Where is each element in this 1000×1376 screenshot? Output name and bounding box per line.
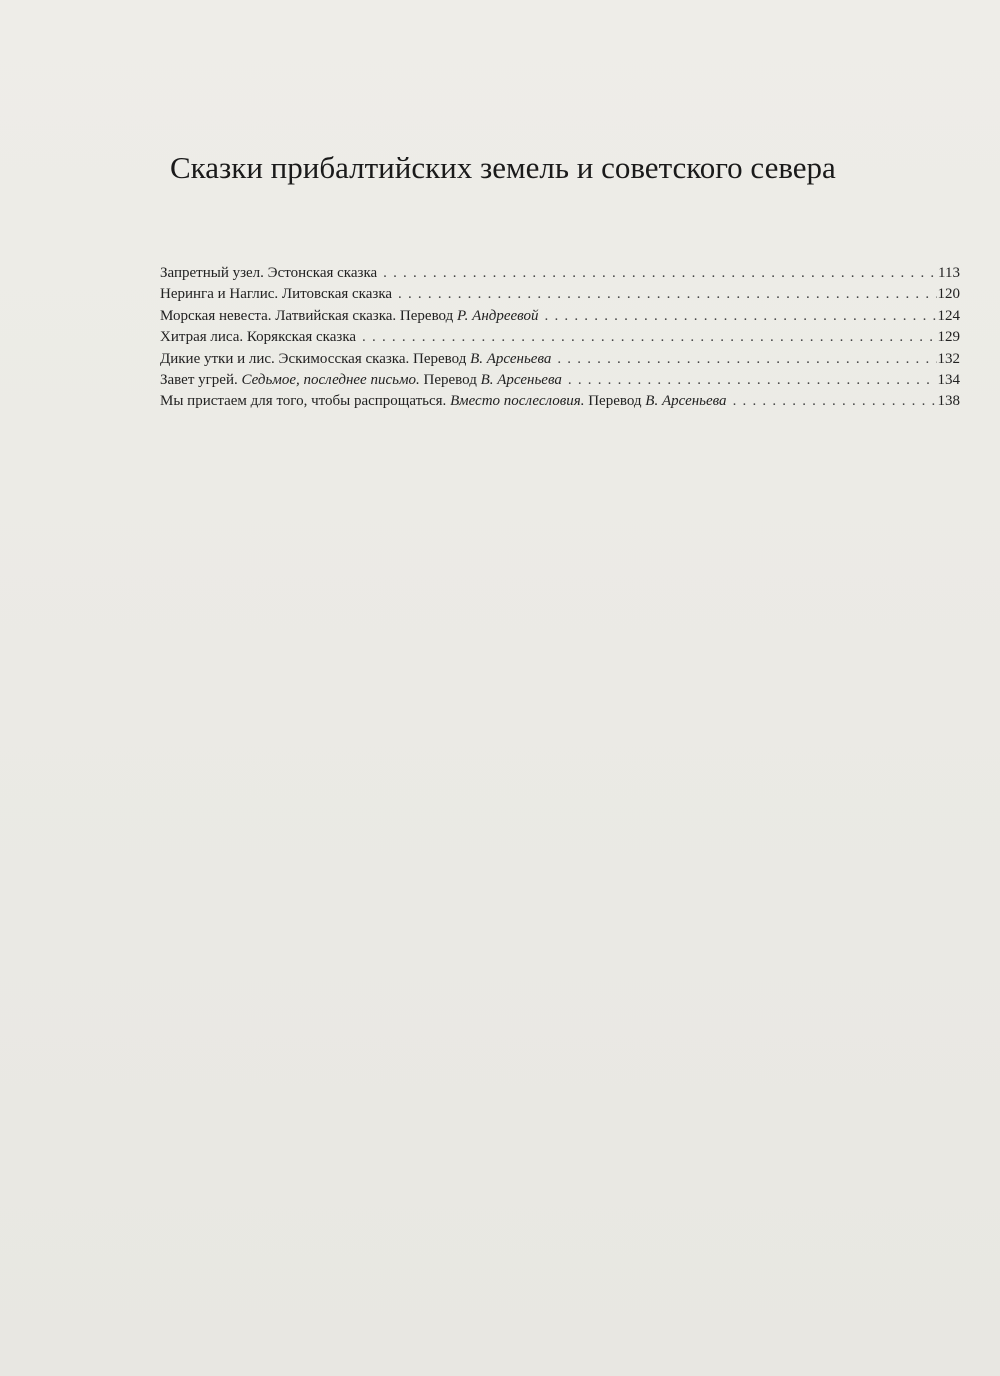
toc-entry <box>160 306 960 327</box>
toc-page-number: 129 <box>937 329 960 346</box>
toc-dot-leader <box>362 327 936 348</box>
toc-entry <box>160 263 960 284</box>
toc-page-number: 138 <box>937 393 960 410</box>
toc-dot-leader <box>557 349 936 370</box>
toc-entry-title: Неринга и Наглис. Литовская сказка <box>160 286 393 303</box>
toc-page-number: 134 <box>937 371 960 388</box>
toc-entry <box>160 349 960 370</box>
toc-dot-leader <box>383 263 937 284</box>
toc-entry <box>160 327 960 348</box>
toc-entry-title: Запретный узел. Эстонская сказка <box>160 265 378 281</box>
toc-entry-title: Дикие утки и лис. Эскимосская сказка. Перевод В. Арсеньева <box>160 350 552 367</box>
section-title: Сказки прибалтийских земель и советского севера <box>170 150 836 185</box>
toc-dot-leader <box>568 370 937 391</box>
toc-page-number: 132 <box>937 350 960 367</box>
toc-entry-title: Хитрая лиса. Корякская сказка <box>160 329 357 346</box>
toc-entry <box>160 284 960 305</box>
toc-entry <box>160 391 960 412</box>
table-of-contents <box>160 263 960 413</box>
toc-page-number: 124 <box>937 307 960 324</box>
toc-entry <box>160 370 960 391</box>
toc-page-number: 120 <box>937 286 960 303</box>
toc-entry-title: Завет угрей. Седьмое, последнее письмо. Перевод В. Арсеньева <box>160 371 562 388</box>
toc-dot-leader <box>398 284 936 305</box>
toc-dot-leader <box>545 306 937 327</box>
toc-entry-title: Мы пристаем для того, чтобы распрощаться. Вместо послесловия. Перевод В. Арсеньева <box>160 393 727 410</box>
toc-entry-title: Морская невеста. Латвийская сказка. Перевод Р. Андреевой <box>160 307 539 324</box>
toc-page-number: 113 <box>938 265 960 281</box>
toc-dot-leader <box>733 391 937 412</box>
